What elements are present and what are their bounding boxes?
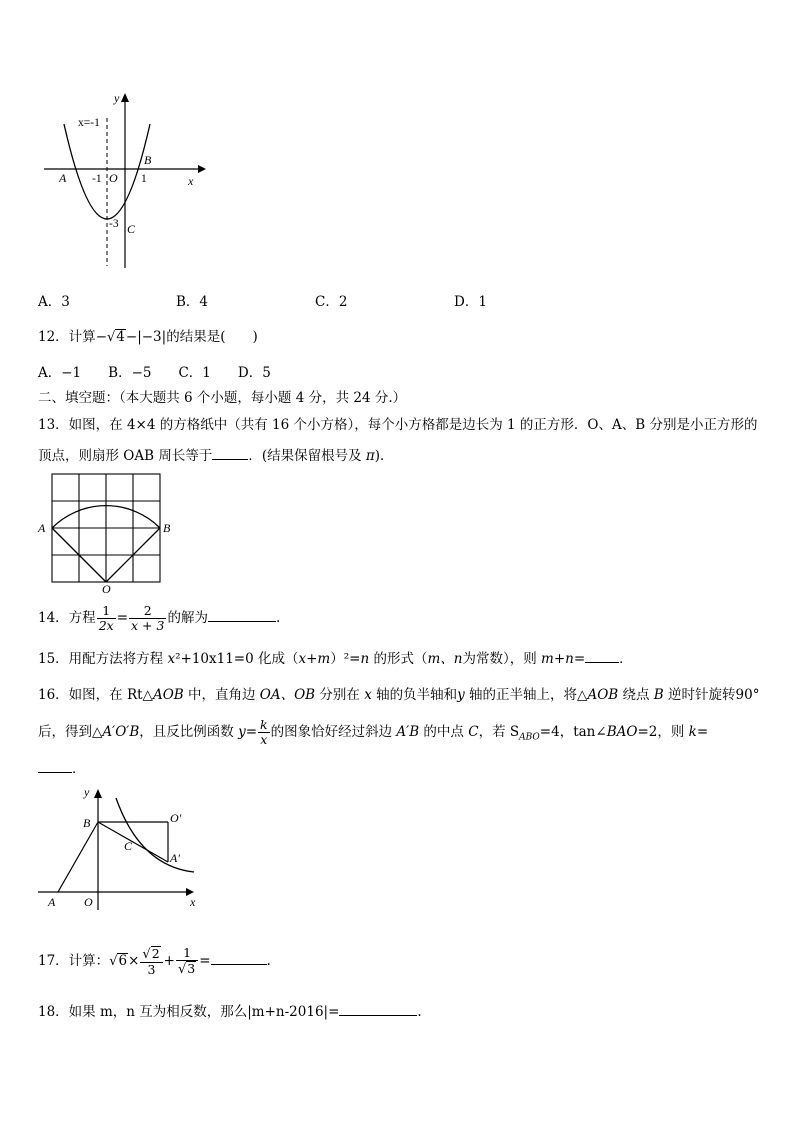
hyperbola-curve (116, 798, 194, 872)
q17-question: 17．计算：√6× $\frac{√2}{3}$ + $\frac{1}{√3}$ = . (38, 945, 271, 977)
q18-question: 18．如果 m，n 互为相反数，那么|m+n-2016|= . (38, 1004, 422, 1020)
point-a-label: A (48, 895, 56, 909)
x-axis-arrow (198, 165, 206, 173)
origin-label: O (109, 171, 118, 185)
section-2-heading: 二、填空题：（本大题共 6 个小题，每小题 4 分，共 24 分.） (38, 390, 407, 406)
y-axis-label: y (84, 785, 90, 799)
q14-prefix: 14．方程 (38, 610, 96, 626)
q16-k-over-x: $\frac{k}{x}$ (260, 717, 268, 747)
y-axis-arrow (121, 93, 129, 102)
q13-answer-blank[interactable] (212, 447, 248, 460)
q17-fraction-1: $\frac{√2}{3}$ (140, 946, 162, 977)
q16-line-1: 16．如图，在 Rt△AOB 中，直角边 OA、OB 分别在 x 轴的负半轴和y 轴的正半轴上，将△AOB 绕点 B 逆时针旋转90° (38, 687, 760, 703)
q14-fraction-1: $\frac{1}{2x}$ (98, 603, 114, 633)
q13-text-c: )． (374, 448, 394, 464)
q12-number: 12．计算 (38, 329, 96, 345)
q16-line-2: 后，得到△A′O′B，且反比例函数 y= $\frac{k}{x}$ 的图象恰好经过斜边 A′B 的中点 C，若 $S_{ABO}=4$，tan∠BAO=2，则 k= (38, 717, 709, 747)
segment-ba1 (98, 822, 168, 862)
q18-answer-blank[interactable] (339, 1003, 417, 1016)
point-a-label: A (38, 521, 46, 535)
sqrt-sign: √ (109, 954, 118, 969)
point-c-label: C (127, 222, 136, 236)
grid-sector-figure (36, 470, 180, 594)
q15-answer-blank[interactable] (585, 650, 619, 663)
q13-text-b: ．(结果保留根号及 (248, 448, 366, 464)
q14-suffix: 的解为 (167, 610, 208, 626)
point-o-label: O (102, 582, 111, 594)
point-o1-label: O′ (170, 811, 182, 825)
inverse-function-figure (36, 782, 204, 914)
q13-line-2 (38, 447, 394, 465)
q14-answer-blank[interactable] (208, 609, 276, 622)
q15-question: 15．用配方法将方程 x²+10x11=0 化成（x+m）²=n 的形式（m、n为常数），则 m+n= ． (38, 651, 633, 667)
q16-line-3: ． (38, 760, 86, 778)
q17-fraction-2: $\frac{1}{√3}$ (176, 946, 198, 977)
q13-pi: π (365, 448, 375, 464)
q14-question (38, 600, 280, 636)
x-axis-label: x (190, 895, 196, 909)
sqrt-sign: √ (107, 330, 116, 345)
q12-minus: − (95, 329, 107, 345)
y-axis-label: y (114, 91, 120, 105)
q11-option-b: B．4 (176, 294, 209, 310)
q13-line-1: 13．如图，在 4×4 的方格纸中（共有 16 个小方格），每个小方格都是边长为 1 的正方形．O、A、B 分别是小正方形的 (38, 417, 758, 433)
q16-answer-blank[interactable] (38, 760, 72, 773)
q14-end: . (275, 610, 281, 626)
x-axis-label: x (188, 174, 194, 188)
q17-answer-blank[interactable] (211, 952, 267, 965)
segment-ab (58, 822, 98, 892)
q11-option-a: A．3 (38, 294, 70, 310)
point-a-label: A (59, 171, 67, 185)
point-b-label: B (144, 153, 152, 167)
tick-neg3-label: -3 (109, 218, 119, 230)
point-c-label: C (124, 839, 133, 853)
tick-neg1-label: -1 (92, 173, 102, 185)
y-axis-arrow (94, 789, 102, 798)
q14-fraction-2: $\frac{2}{x + 3}$ (131, 603, 165, 633)
q12-radicand: 4 (116, 329, 125, 345)
q12-rest: −|−3|的结果是( (125, 329, 226, 345)
q12-options: A．−1 B．−5 C．1 D．5 (38, 365, 271, 381)
q11-option-c: C．2 (315, 294, 348, 310)
q12-close: ) (252, 329, 258, 345)
point-a1-label: A′ (170, 851, 180, 865)
q14-equals: = (116, 610, 129, 626)
q12-question (38, 328, 258, 347)
parabola-figure (40, 88, 210, 270)
q11-option-d: D．1 (454, 294, 487, 310)
point-b-label: B (83, 816, 91, 830)
q13-text-a: 顶点，则扇形 OAB 周长等于 (38, 448, 213, 464)
tick-1-label: 1 (141, 173, 147, 185)
origin-label: O (84, 895, 93, 909)
point-b-label: B (163, 521, 171, 535)
symmetry-label: x=-1 (78, 117, 100, 129)
